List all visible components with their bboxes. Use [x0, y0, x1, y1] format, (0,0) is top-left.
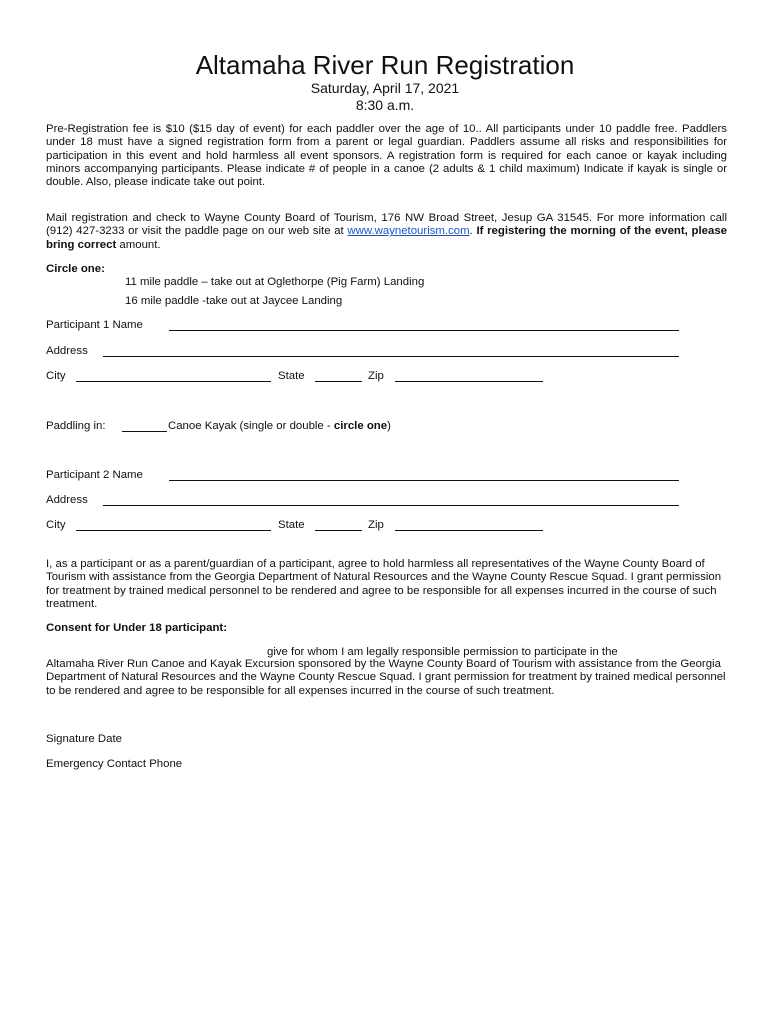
option-11-mile[interactable]: 11 mile paddle – take out at Oglethorpe (Pig Farm) Landing — [125, 276, 425, 288]
participant2-zip-field[interactable] — [395, 530, 543, 531]
emergency-contact-label: Emergency Contact Phone — [46, 758, 183, 770]
participant1-address-label: Address — [46, 345, 88, 357]
participant2-state-field[interactable] — [315, 530, 362, 531]
paddling-label: Paddling in: — [46, 420, 106, 432]
paddling-close: ) — [387, 420, 391, 432]
circle-one-note: circle one — [333, 420, 388, 432]
participant1-zip-field[interactable] — [395, 381, 543, 382]
participant2-state-label: State — [278, 519, 305, 531]
consent-first-line: give for whom I am legally responsible permission to participate in the — [267, 646, 618, 658]
participant1-address-field[interactable] — [103, 356, 679, 357]
option-16-mile[interactable]: 16 mile paddle -take out at Jaycee Landing — [125, 295, 343, 307]
participant1-zip-label: Zip — [368, 370, 384, 382]
morning-tail: amount. — [116, 238, 161, 251]
event-time: 8:30 a.m. — [355, 97, 415, 113]
participant2-address-field[interactable] — [103, 505, 679, 506]
participant1-city-field[interactable] — [76, 381, 271, 382]
consent-heading: Consent for Under 18 participant: — [46, 622, 228, 634]
participant1-state-label: State — [278, 370, 305, 382]
participant2-name-field[interactable] — [169, 480, 679, 481]
mail-period: . — [469, 225, 477, 238]
fee-paragraph: Pre-Registration fee is $10 ($15 day of event) for each paddler over the age of 10.. All participants under 10 paddle free. Paddlers under 18 must have a signed registration form from a parent or legal guardian. Paddlers assume all risks and responsibilities for participation in this event and hold harmless all event sponsors. A registration form is required for each canoe or kayak including minors accompanying participants. Please indicate # of people in a canoe (2 adults & 1 child maximum) Indicate if kayak is single or double. Also, please indicate take out point. — [46, 123, 727, 189]
paddling-count-field[interactable] — [122, 431, 167, 432]
morning-note: If registering the morning of the event, please bring correct — [46, 225, 727, 251]
participant1-name-field[interactable] — [169, 330, 679, 331]
page-title: Altamaha River Run Registration — [195, 50, 575, 80]
participant1-city-label: City — [46, 370, 66, 382]
participant2-city-label: City — [46, 519, 66, 531]
circle-one-label: Circle one: — [46, 263, 105, 275]
consent-body: Altamaha River Run Canoe and Kayak Excursion sponsored by the Wayne County Board of Tourism with assistance from the Georgia Department of Natural Resources and the Wayne County Rescue Squad. I grant permission for treatment by trained medical personnel to be rendered and agree to be responsible for all expenses incurred in the course of such treatment. — [46, 658, 726, 697]
waiver-paragraph: I, as a participant or as a parent/guardian of a participant, agree to hold harmless all representatives of the Wayne County Board of Tourism with assistance from the Georgia Department of Natural Resources and the Wayne County Rescue Squad. I grant permission for treatment by trained medical personnel to be rendered and agree to be responsible for all expenses incurred in the course of such treatment. — [46, 558, 722, 610]
participant2-zip-label: Zip — [368, 519, 384, 531]
mail-text: Mail registration and check to Wayne County Board of Tourism, 176 NW Broad Street, Jesup GA 31545. For more information call (912) 427-3233 or visit the paddle page on our web site at — [46, 212, 727, 238]
paddling-options — [168, 419, 391, 433]
participant1-name-label: Participant 1 Name — [46, 319, 143, 331]
signature-date-label: Signature Date — [46, 733, 122, 745]
participant1-state-field[interactable] — [315, 381, 362, 382]
participant2-name-label: Participant 2 Name — [46, 469, 143, 481]
participant2-city-field[interactable] — [76, 530, 271, 531]
mail-paragraph — [46, 212, 727, 252]
paddling-options-text[interactable]: Canoe Kayak (single or double - — [168, 420, 334, 432]
participant2-address-label: Address — [46, 494, 88, 506]
event-date: Saturday, April 17, 2021 — [310, 80, 460, 96]
website-link[interactable]: www.waynetourism.com — [347, 225, 470, 238]
